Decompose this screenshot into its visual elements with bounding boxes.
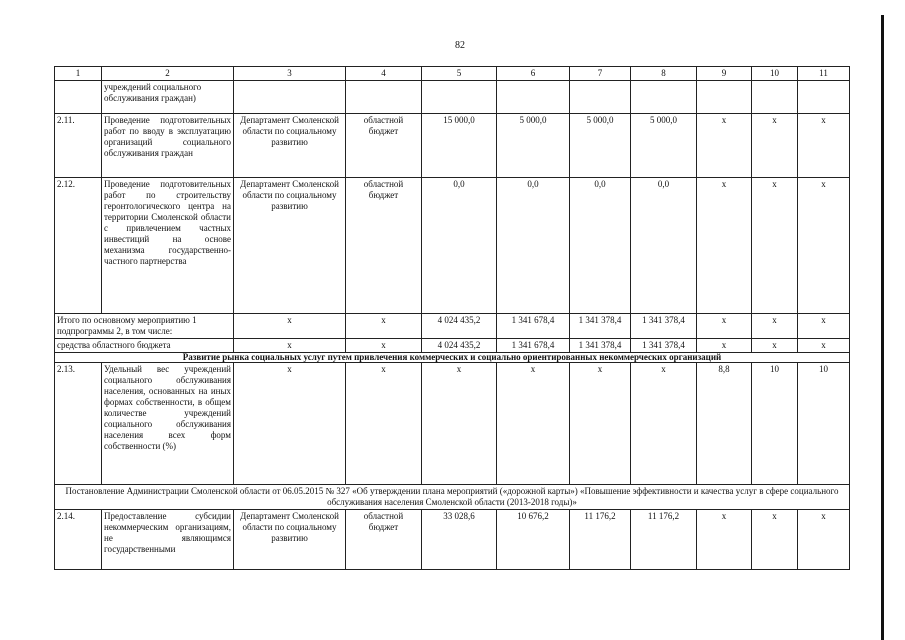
total-value: 4 024 435,2 [422, 339, 497, 353]
total-row [55, 314, 850, 339]
total-value: 1 341 378,4 [631, 314, 697, 339]
row-value: x [752, 178, 798, 314]
header-cell: 2 [102, 67, 234, 81]
row-value: x [422, 363, 497, 485]
row-value: 0,0 [570, 178, 631, 314]
row-executor: Департамент Смоленской области по социальному развитию [234, 114, 346, 178]
row-executor: Департамент Смоленской области по социальному развитию [234, 178, 346, 314]
total-label: средства областного бюджета [55, 339, 234, 353]
total-value: 1 341 378,4 [570, 314, 631, 339]
total-value: x [798, 314, 850, 339]
row-value: 0,0 [422, 178, 497, 314]
row-value: 10 676,2 [497, 510, 570, 570]
row-value: x [346, 363, 422, 485]
total-value: x [697, 314, 752, 339]
row-value: x [798, 178, 850, 314]
header-cell: 9 [697, 67, 752, 81]
header-cell: 8 [631, 67, 697, 81]
row-value: x [752, 114, 798, 178]
row-value: x [798, 114, 850, 178]
decree-text: Постановление Администрации Смоленской области от 06.05.2015 № 327 «Об утверждении плана мероприятий («дорожной карты») «Повышение эффективности и качества услуг в сфере социального обслуживания населения Смоленской области (2013-2018 годы)» [55, 485, 850, 510]
total-value: x [752, 314, 798, 339]
row-number: 2.12. [55, 178, 102, 314]
row-number: 2.14. [55, 510, 102, 570]
table-row [55, 510, 850, 570]
row-value: x [631, 363, 697, 485]
header-cell: 6 [497, 67, 570, 81]
table-row [55, 81, 850, 114]
total-value: x [697, 339, 752, 353]
total-row [55, 339, 850, 353]
scan-edge-bar [881, 15, 884, 640]
decree-row [55, 485, 850, 510]
row-value: 5 000,0 [570, 114, 631, 178]
row-source: областной бюджет [346, 178, 422, 314]
row-value: 5 000,0 [497, 114, 570, 178]
row-value: 0,0 [497, 178, 570, 314]
row-name: Проведение подготовительных работ по вводу в эксплуатацию организаций социального обслуживания граждан [102, 114, 234, 178]
row-number: 2.11. [55, 114, 102, 178]
row-value: x [798, 510, 850, 570]
row-value: 15 000,0 [422, 114, 497, 178]
total-value: 1 341 378,4 [570, 339, 631, 353]
row-value: x [234, 363, 346, 485]
table-row [55, 178, 850, 314]
row-value: x [697, 114, 752, 178]
total-value: x [346, 314, 422, 339]
row-value: 10 [798, 363, 850, 485]
row-value: 11 176,2 [570, 510, 631, 570]
header-cell: 1 [55, 67, 102, 81]
header-row [55, 67, 850, 81]
row-value: 0,0 [631, 178, 697, 314]
total-value: x [234, 339, 346, 353]
row-value: x [697, 510, 752, 570]
total-value: 1 341 678,4 [497, 314, 570, 339]
header-cell: 4 [346, 67, 422, 81]
section-row [55, 353, 850, 363]
row-source: областной бюджет [346, 510, 422, 570]
row-name: Проведение подготовительных работ по строительству геронтологического центра на территории Смоленской области с привлечением частных инвестиций на основе механизма государственно-частного партнерства [102, 178, 234, 314]
row-value: x [497, 363, 570, 485]
header-cell: 11 [798, 67, 850, 81]
row-value: 5 000,0 [631, 114, 697, 178]
row-executor: Департамент Смоленской области по социальному развитию [234, 510, 346, 570]
table-row [55, 114, 850, 178]
row-number: 2.13. [55, 363, 102, 485]
header-cell: 10 [752, 67, 798, 81]
row-value: 33 028,6 [422, 510, 497, 570]
table-row [55, 363, 850, 485]
page-number: 82 [455, 40, 465, 51]
total-value: x [234, 314, 346, 339]
header-cell: 7 [570, 67, 631, 81]
row-name: Удельный вес учреждений социального обслуживания населения, основанных на иных формах собственности, в общем количестве учреждений социального обслуживания населения всех форм собственности (%) [102, 363, 234, 485]
total-value: 4 024 435,2 [422, 314, 497, 339]
header-cell: 5 [422, 67, 497, 81]
total-label: Итого по основному мероприятию 1 подпрограммы 2, в том числе: [55, 314, 234, 339]
header-cell: 3 [234, 67, 346, 81]
row-value: 10 [752, 363, 798, 485]
row-name: Предоставление субсидии некоммерческим организациям, не являющимся государственными [102, 510, 234, 570]
row-name: учреждений социального обслуживания граждан) [102, 81, 234, 114]
total-value: 1 341 378,4 [631, 339, 697, 353]
row-value: 11 176,2 [631, 510, 697, 570]
program-table [54, 66, 850, 570]
row-value: 8,8 [697, 363, 752, 485]
row-source: областной бюджет [346, 114, 422, 178]
row-value: x [570, 363, 631, 485]
total-value: x [752, 339, 798, 353]
total-value: x [798, 339, 850, 353]
total-value: 1 341 678,4 [497, 339, 570, 353]
total-value: x [346, 339, 422, 353]
row-value: x [697, 178, 752, 314]
row-value: x [752, 510, 798, 570]
section-title: Развитие рынка социальных услуг путем привлечения коммерческих и социально ориентированных некоммерческих организаций [55, 353, 850, 363]
